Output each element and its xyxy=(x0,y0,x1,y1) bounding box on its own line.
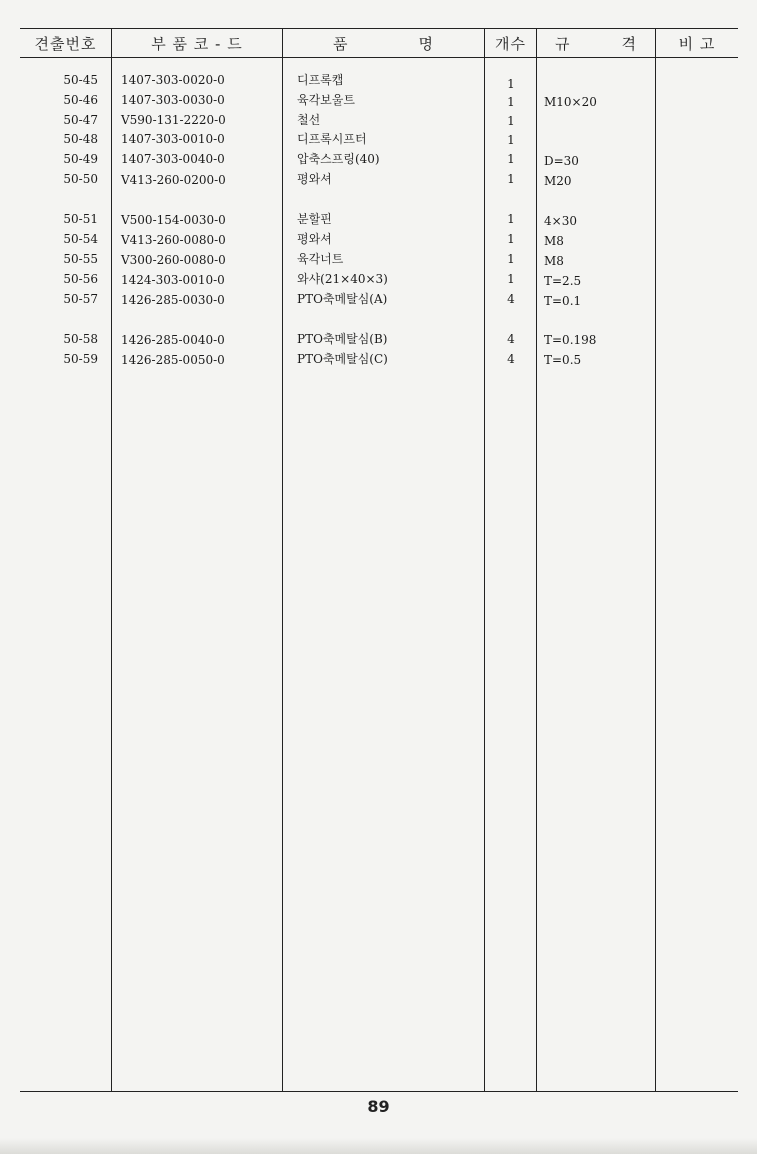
row-part-number: 50-51 xyxy=(63,212,98,226)
row-part-number: 50-46 xyxy=(63,93,98,107)
row-part-number: 50-54 xyxy=(63,232,98,246)
row-part-code: V500-154-0030-0 xyxy=(121,213,226,227)
header-spec-char: 격 xyxy=(621,34,637,53)
row-part-name: PTO축메탈심(C) xyxy=(297,352,388,366)
row-part-number: 50-50 xyxy=(63,172,98,186)
row-part-number: 50-55 xyxy=(63,252,98,266)
header-part-name xyxy=(283,32,484,54)
row-part-code: V413-260-0200-0 xyxy=(121,173,226,187)
row-spec: T=0.5 xyxy=(544,353,582,367)
header-spec-char: 규 xyxy=(555,34,571,53)
row-part-name: 분할핀 xyxy=(297,212,332,226)
row-part-name: 평와셔 xyxy=(297,172,332,186)
row-spec: T=0.1 xyxy=(544,294,582,308)
row-spec: M8 xyxy=(544,234,564,248)
row-part-code: 1407-303-0040-0 xyxy=(121,152,225,166)
row-spec: D=30 xyxy=(544,154,579,168)
row-quantity: 1 xyxy=(507,172,515,186)
table-top-rule xyxy=(20,28,738,29)
row-part-number: 50-47 xyxy=(63,113,98,127)
row-quantity: 1 xyxy=(507,95,515,109)
row-part-number: 50-58 xyxy=(63,332,98,346)
row-part-code: 1426-285-0030-0 xyxy=(121,293,225,307)
row-part-name: PTO축메탈심(A) xyxy=(297,292,388,306)
row-spec: 4×30 xyxy=(544,214,577,228)
row-quantity: 4 xyxy=(507,292,515,306)
row-quantity: 1 xyxy=(507,152,515,166)
row-part-code: V300-260-0080-0 xyxy=(121,253,226,267)
row-spec: T=0.198 xyxy=(544,333,597,347)
row-quantity: 4 xyxy=(507,332,515,346)
row-spec: M8 xyxy=(544,254,564,268)
row-part-number: 50-56 xyxy=(63,272,98,286)
row-part-name: 압축스프링(40) xyxy=(297,152,380,166)
row-quantity: 1 xyxy=(507,133,515,147)
row-part-code: V590-131-2220-0 xyxy=(121,113,226,127)
row-part-code: 1424-303-0010-0 xyxy=(121,273,225,287)
header-part-name-char: 명 xyxy=(418,34,434,53)
row-part-code: 1407-303-0010-0 xyxy=(121,132,225,146)
row-quantity: 1 xyxy=(507,272,515,286)
header-remark: 비 고 xyxy=(678,34,716,53)
column-divider xyxy=(282,28,283,1092)
row-part-number: 50-59 xyxy=(63,352,98,366)
header-part-code: 부 품 코 - 드 xyxy=(151,34,243,53)
row-quantity: 1 xyxy=(507,114,515,128)
row-part-name: 평와셔 xyxy=(297,232,332,246)
row-spec: M10×20 xyxy=(544,95,597,109)
table-bottom-rule xyxy=(20,1091,738,1092)
page-number: 89 xyxy=(367,1097,390,1116)
row-part-name: 와샤(21×40×3) xyxy=(297,272,388,286)
row-quantity: 1 xyxy=(507,77,515,91)
row-part-name: 디프록캡 xyxy=(297,73,344,87)
row-spec: T=2.5 xyxy=(544,274,582,288)
column-divider xyxy=(484,28,485,1092)
row-quantity: 1 xyxy=(507,232,515,246)
row-quantity: 1 xyxy=(507,252,515,266)
row-spec: M20 xyxy=(544,174,572,188)
row-part-number: 50-45 xyxy=(63,73,98,87)
row-part-code: 1426-285-0040-0 xyxy=(121,333,225,347)
row-part-name: 철선 xyxy=(297,113,321,127)
row-part-name: 육각보울트 xyxy=(297,93,355,107)
row-part-name: 디프록시프터 xyxy=(297,132,367,146)
row-part-code: 1426-285-0050-0 xyxy=(121,353,225,367)
header-spec xyxy=(537,32,655,54)
header-quantity: 개수 xyxy=(495,34,526,53)
column-divider xyxy=(111,28,112,1092)
row-quantity: 4 xyxy=(507,352,515,366)
header-part-number: 견출번호 xyxy=(34,34,97,53)
row-part-number: 50-49 xyxy=(63,152,98,166)
row-part-name: PTO축메탈심(B) xyxy=(297,332,388,346)
row-part-name: 육각너트 xyxy=(297,252,344,266)
row-part-number: 50-57 xyxy=(63,292,98,306)
row-part-code: V413-260-0080-0 xyxy=(121,233,226,247)
column-divider xyxy=(655,28,656,1092)
row-part-code: 1407-303-0030-0 xyxy=(121,93,225,107)
scan-edge xyxy=(0,1138,757,1154)
column-divider xyxy=(536,28,537,1092)
row-part-number: 50-48 xyxy=(63,132,98,146)
row-part-code: 1407-303-0020-0 xyxy=(121,73,225,87)
row-quantity: 1 xyxy=(507,212,515,226)
header-part-name-char: 품 xyxy=(333,34,349,53)
header-bottom-rule xyxy=(20,57,738,58)
